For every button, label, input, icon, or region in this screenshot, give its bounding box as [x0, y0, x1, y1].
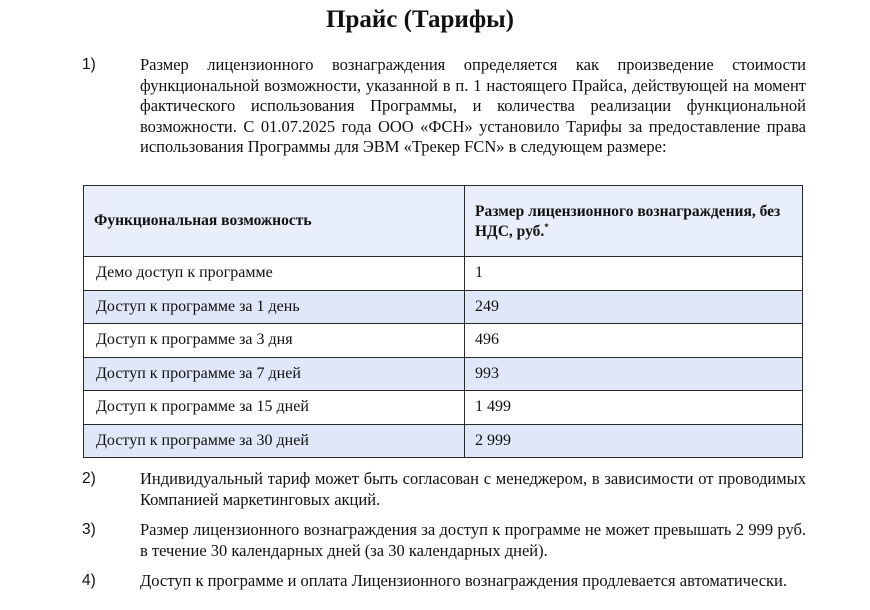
list-item-number: 3): [82, 521, 96, 538]
list-item-number: 1): [82, 56, 96, 73]
page-title: Прайс (Тарифы): [326, 6, 514, 33]
column-header-feature: Функциональная возможность: [84, 186, 465, 257]
table-row: [84, 391, 803, 425]
list-item-text: Доступ к программе и оплата Лицензионного вознаграждения продлевается автоматически.: [140, 571, 787, 590]
list-item-text: Индивидуальный тариф может быть согласован с менеджером, в зависимости от проводимых Компанией маркетинговых акций.: [140, 469, 806, 509]
price-cell: 496: [465, 324, 803, 358]
column-header-price-label: Размер лицензионного вознаграждения, без НДС, руб.: [475, 203, 781, 240]
table-row: [84, 424, 803, 458]
list-item-number: 2): [82, 470, 96, 487]
price-cell: 993: [465, 357, 803, 391]
table-row: [84, 357, 803, 391]
feature-cell: Доступ к программе за 30 дней: [84, 424, 465, 458]
feature-cell: Демо доступ к программе: [84, 257, 465, 291]
table-header-row: [84, 186, 803, 257]
tariff-table: [83, 185, 803, 458]
price-cell: 1: [465, 257, 803, 291]
list-item-text: Размер лицензионного вознаграждения определяется как произведение стоимости функциональной возможности, указанной в п. 1 настоящего Прайса, действующей на момент фактического использования Программы, и количества реализации функциональной возможности. С 01.07.2025 года ООО «ФСН» установило Тарифы за предоставление права использования Программы для ЭВМ «Трекер FCN» в следующем размере:: [140, 55, 806, 156]
price-cell: 2 999: [465, 424, 803, 458]
feature-cell: Доступ к программе за 7 дней: [84, 357, 465, 391]
list-item-text: Размер лицензионного вознаграждения за доступ к программе не может превышать 2 999 руб. в течение 30 календарных дней (за 30 календарных дней).: [140, 520, 806, 560]
list-item-number: 4): [82, 572, 96, 589]
price-cell: 249: [465, 290, 803, 324]
table-row: [84, 290, 803, 324]
feature-cell: Доступ к программе за 1 день: [84, 290, 465, 324]
column-header-price: [465, 186, 803, 257]
footnote-marker: *: [544, 221, 549, 232]
price-cell: 1 499: [465, 391, 803, 425]
feature-cell: Доступ к программе за 15 дней: [84, 391, 465, 425]
table-row: [84, 257, 803, 291]
feature-cell: Доступ к программе за 3 дня: [84, 324, 465, 358]
table-row: [84, 324, 803, 358]
